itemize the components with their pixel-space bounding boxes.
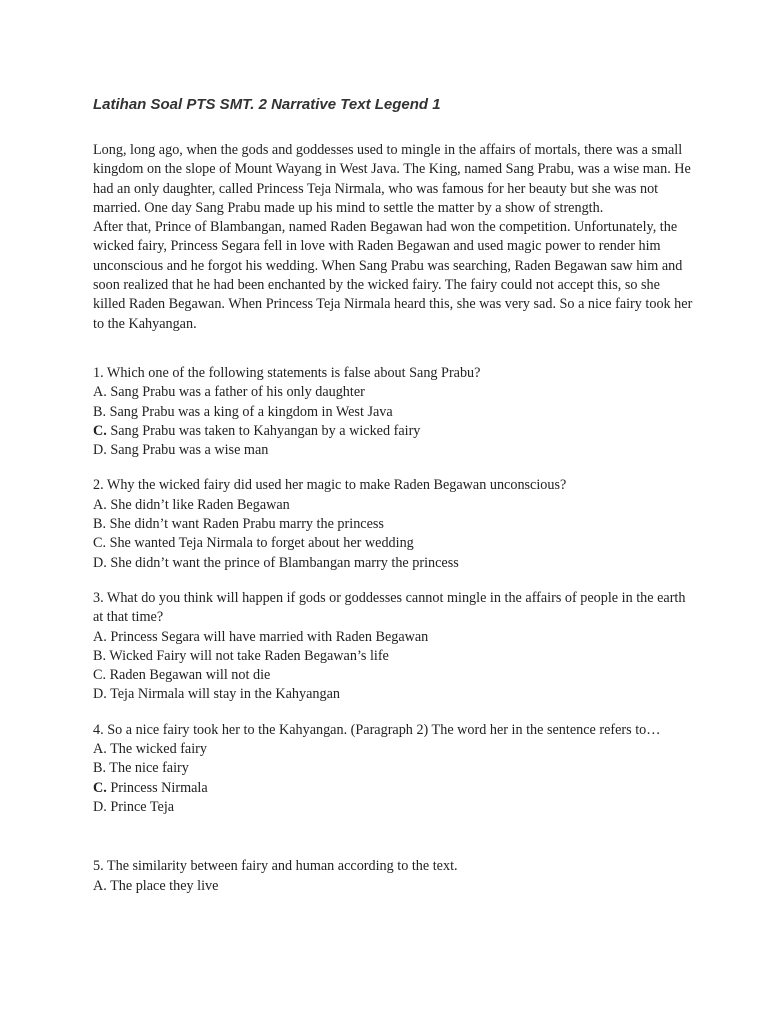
option-letter: A. [93, 384, 107, 401]
option-letter: B. [93, 647, 107, 664]
option-letter: D. [93, 554, 107, 571]
answer-option [93, 496, 693, 515]
option-text: The nice fairy [106, 760, 189, 777]
option-text: Teja Nirmala will stay in the Kahyangan [106, 686, 340, 703]
option-text: Sang Prabu was a father of his only daughter [106, 384, 365, 401]
passage-paragraph-1: Long, long ago, when the gods and goddesses used to mingle in the affairs of mortals, there was a small kingdom on the slope of Mount Wayang in West Java. The King, named Sang Prabu, was a wise man. He had an only daughter, called Princess Teja Nirmala, who was famous for her beauty but she was not married. One day Sang Prabu made up his mind to settle the matter by a show of strength. [93, 142, 691, 216]
option-text: The wicked fairy [106, 741, 207, 758]
question-stem: 4. So a nice fairy took her to the Kahyangan. (Paragraph 2) The word her in the sentence refers to… [93, 721, 661, 738]
option-text: She didn’t want the prince of Blambangan marry the princess [106, 554, 459, 571]
answer-option [93, 647, 693, 666]
option-text: Wicked Fairy will not take Raden Begawan’s life [106, 647, 389, 664]
option-text: Sang Prabu was taken to Kahyangan by a wicked fairy [106, 422, 421, 439]
option-letter: C. [93, 779, 107, 796]
question-1 [93, 364, 693, 460]
question-list [93, 364, 693, 912]
option-text: Prince Teja [106, 798, 175, 815]
question-2 [93, 476, 693, 572]
answer-option [93, 759, 693, 778]
answer-option [93, 515, 693, 534]
question-stem: 1. Which one of the following statements is false about Sang Prabu? [93, 365, 481, 381]
passage-paragraph-2: After that, Prince of Blambangan, named Raden Begawan had won the competition. Unfortunately, the wicked fairy, Princess Segara fell in love with Raden Begawan and used magic power to render him unconscious and he forgot his wedding. When Sang Prabu was searching, Raden Begawan saw him and soon realized that he had been enchanted by the wicked fairy. The fairy could not accept this, so she killed Raden Begawan. When Princess Teja Nirmala heard this, she was very sad. So a nice fairy took her to the Kahyangan. [93, 219, 693, 332]
option-letter: C. [93, 422, 107, 439]
answer-option [93, 534, 693, 553]
question-stem: 3. What do you think will happen if gods or goddesses cannot mingle in the affairs of people in the earth at that time? [93, 589, 686, 626]
answer-option [93, 441, 693, 460]
question-5 [93, 857, 693, 896]
question-stem: 5. The similarity between fairy and human according to the text. [93, 858, 458, 875]
answer-option [93, 403, 693, 422]
option-letter: B. [93, 516, 107, 533]
option-text: Raden Begawan will not die [106, 667, 271, 684]
question-stem: 2. Why the wicked fairy did used her magic to make Raden Begawan unconscious? [93, 477, 567, 494]
answer-option [93, 554, 693, 573]
option-text: Princess Segara will have married with Raden Begawan [106, 628, 429, 645]
option-letter: B. [93, 403, 107, 420]
answer-option [93, 685, 693, 704]
option-letter: A. [93, 877, 107, 894]
option-letter: D. [93, 686, 107, 703]
option-letter: A. [93, 496, 107, 513]
option-letter: D. [93, 442, 107, 459]
answer-option [93, 798, 693, 817]
question-4 [93, 721, 693, 817]
option-letter: C. [93, 667, 107, 684]
option-text: Princess Nirmala [106, 779, 208, 796]
option-letter: B. [93, 760, 107, 777]
answer-option [93, 628, 693, 647]
answer-option [93, 779, 693, 798]
option-text: She didn’t want Raden Prabu marry the princess [106, 516, 384, 533]
option-letter: A. [93, 741, 107, 758]
option-text: She didn’t like Raden Begawan [106, 496, 290, 513]
option-text: She wanted Teja Nirmala to forget about her wedding [106, 535, 414, 552]
document-title: Latihan Soal PTS SMT. 2 Narrative Text Legend 1 [93, 96, 441, 113]
option-text: The place they live [106, 877, 219, 894]
answer-option [93, 877, 693, 896]
option-letter: D. [93, 798, 107, 815]
option-text: Sang Prabu was a king of a kingdom in West Java [106, 403, 393, 420]
answer-option [93, 422, 693, 441]
answer-option [93, 740, 693, 759]
question-3 [93, 589, 693, 705]
answer-option [93, 383, 693, 402]
option-letter: A. [93, 628, 107, 645]
narrative-passage [93, 141, 693, 334]
answer-option [93, 666, 693, 685]
option-letter: C. [93, 535, 107, 552]
option-text: Sang Prabu was a wise man [106, 442, 269, 459]
